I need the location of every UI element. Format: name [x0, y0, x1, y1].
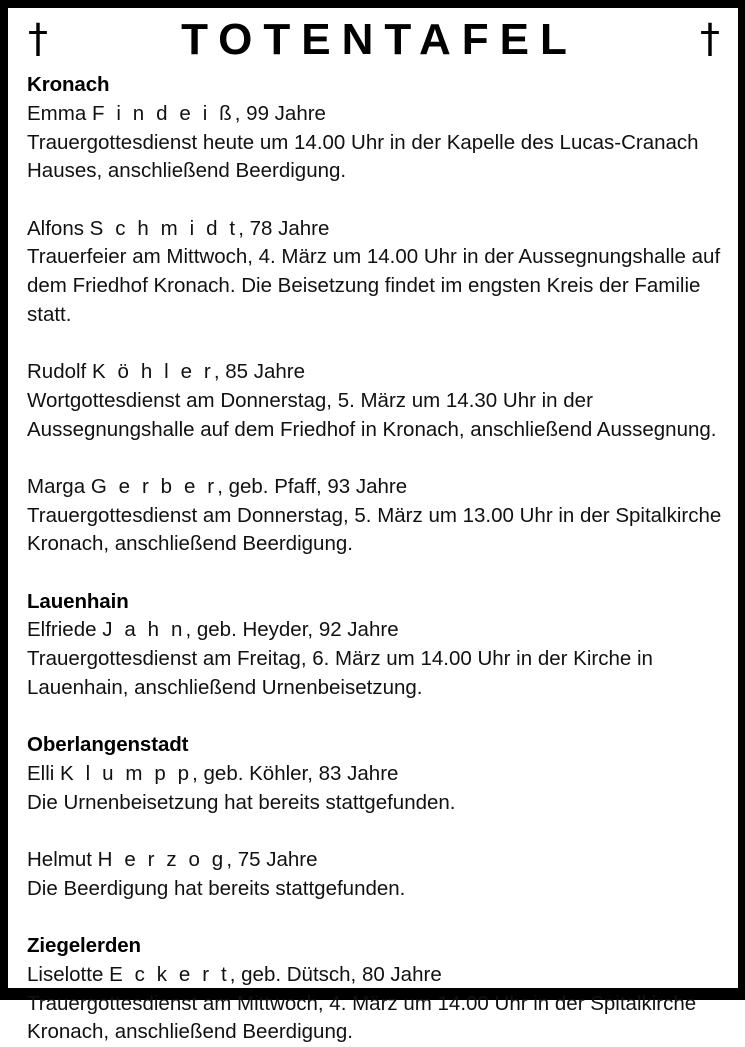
obituary-list [8, 63, 738, 1047]
entry-detail-text: Trauergottesdienst heute um 14.00 Uhr in der Kapelle des Lucas-Cranach Hauses, anschließend Beerdigung. [27, 130, 705, 183]
masthead [8, 8, 738, 63]
entry-name-line [27, 846, 738, 875]
notice-inner-panel [8, 8, 738, 1044]
entry-name-line [27, 473, 738, 502]
entry-surname: S c h m i d t [89, 216, 239, 240]
cross-icon-left: † [28, 16, 48, 63]
cross-icon-right: † [700, 16, 720, 63]
entry-first-name: Alfons [27, 216, 90, 240]
entry-name-line [27, 760, 738, 789]
entry-age: , 85 Jahre [213, 360, 305, 384]
entry-age: , 92 Jahre [307, 618, 399, 642]
entry-surname: F i n d e i ß [91, 101, 235, 125]
entry-detail-text: Trauerfeier am Mittwoch, 4. März um 14.00 Uhr in der Aussegnungshalle auf dem Friedhof Kronach. Die Beisetzung findet im engsten Kreis der Familie statt. [27, 245, 726, 326]
place-heading: Lauenhain [27, 589, 129, 613]
entry-surname: K l u m p p [60, 761, 193, 785]
obituary-entry [27, 616, 738, 702]
entry-surname: G e r b e r [90, 474, 218, 498]
entry-detail-text: Trauergottesdienst am Freitag, 6. März um 14.00 Uhr in der Kirche in Lauenhain, anschließend Urnenbeisetzung. [27, 647, 659, 699]
entry-age: , 78 Jahre [238, 216, 330, 240]
place-heading: Kronach [27, 73, 110, 97]
entry-age: , 99 Jahre [234, 101, 326, 125]
entry-age: , 83 Jahre [307, 761, 399, 785]
place-heading: Oberlangenstadt [27, 733, 189, 757]
entry-first-name: Rudolf [27, 360, 92, 384]
entry-surname: E c k e r t [109, 962, 230, 986]
entry-detail-text: Trauergottesdienst am Donnerstag, 5. März um 13.00 Uhr in der Spitalkirche Kronach, anschließend Beerdigung. [27, 503, 727, 556]
entry-surname: H e r z o g [97, 848, 227, 872]
entry-maiden-name: , geb. Heyder [185, 618, 308, 642]
entry-first-name: Elli [27, 761, 61, 785]
entry-first-name: Liselotte [27, 962, 110, 986]
entry-name-line [27, 100, 738, 129]
place-heading: Ziegelerden [27, 934, 141, 958]
entry-first-name: Emma [27, 101, 92, 125]
entry-detail-text: Die Beerdigung hat bereits stattgefunden. [27, 876, 406, 900]
entry-first-name: Marga [27, 474, 91, 498]
obituary-entry [27, 961, 738, 1047]
entry-name-line [27, 358, 738, 387]
entry-detail-text: Trauergottesdienst am Mittwoch, 4. März um 14.00 Uhr in der Spitalkirche Kronach, anschließend Beerdigung. [27, 991, 702, 1044]
entry-maiden-name: , geb. Pfaff [217, 474, 316, 498]
entry-maiden-name: , geb. Köhler [192, 761, 308, 785]
entry-name-line [27, 616, 738, 645]
obituary-entry [27, 358, 738, 444]
obituary-entry [27, 473, 738, 559]
page-title: TOTENTAFEL [181, 15, 578, 64]
entry-detail-text: Die Urnenbeisetzung hat bereits stattgefunden. [27, 790, 456, 814]
entry-surname: J a h n [102, 618, 186, 642]
entry-maiden-name: , geb. Dütsch [229, 962, 351, 986]
entry-age: , 93 Jahre [315, 474, 408, 498]
entry-age: , 75 Jahre [226, 848, 318, 872]
entry-name-line [27, 961, 738, 990]
obituary-entry [27, 100, 738, 186]
place-group [27, 588, 738, 703]
place-group [27, 731, 738, 903]
entry-name-line [27, 215, 738, 244]
entry-age: , 80 Jahre [350, 962, 442, 986]
entry-first-name: Helmut [27, 848, 98, 872]
obituary-entry [27, 215, 738, 330]
entry-first-name: Elfriede [27, 618, 103, 642]
obituary-entry [27, 760, 738, 817]
place-group [27, 71, 738, 559]
entry-detail-text: Wortgottesdienst am Donnerstag, 5. März um 14.30 Uhr in der Aussegnungshalle auf dem Friedhof in Kronach, anschließend Aussegnung. [27, 388, 717, 441]
entry-surname: K ö h l e r [91, 360, 214, 384]
obituary-entry [27, 846, 738, 903]
place-group [27, 932, 738, 1047]
